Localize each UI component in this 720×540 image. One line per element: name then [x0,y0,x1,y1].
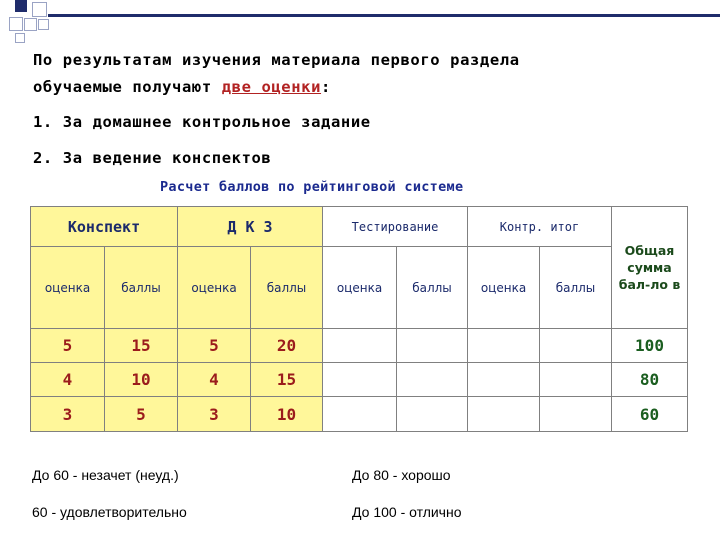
table-row [31,397,688,432]
cell-empty [323,329,397,363]
cell-empty [323,397,397,432]
intro-text [33,47,520,101]
table-group-header-row [31,207,688,247]
cell-dkz-grade: 5 [178,329,251,363]
cell-empty [540,363,612,397]
cell-notes-grade: 5 [31,329,105,363]
cell-total: 100 [612,329,688,363]
legend-fail: До 60 - незачет (неуд.) [32,467,179,483]
table-row [31,363,688,397]
cell-notes-grade: 4 [31,363,105,397]
list-item-homework: 1. За домашнее контрольное задание [33,113,371,131]
cell-empty [468,329,540,363]
decor-square [15,33,25,43]
cell-empty [540,329,612,363]
table-caption: Расчет баллов по рейтинговой системе [160,179,464,195]
cell-notes-points: 15 [105,329,178,363]
cell-empty [397,329,468,363]
cell-dkz-grade: 4 [178,363,251,397]
cell-empty [397,363,468,397]
intro-line-2 [33,74,520,101]
subheader-points: баллы [251,247,323,329]
cell-dkz-points: 10 [251,397,323,432]
cell-notes-points: 10 [105,363,178,397]
group-header-control: Контр. итог [468,207,612,247]
cell-notes-grade: 3 [31,397,105,432]
decor-square [32,2,47,17]
cell-empty [468,363,540,397]
cell-dkz-points: 15 [251,363,323,397]
table-row [31,329,688,363]
subheader-points: баллы [540,247,612,329]
subheader-grade: оценка [468,247,540,329]
cell-dkz-points: 20 [251,329,323,363]
total-sum-header: Общая сумма бал-ло в [612,207,688,329]
decor-square [24,18,37,31]
highlight-two-grades: две оценки [221,78,322,96]
table-subheader-row [31,247,688,329]
subheader-grade: оценка [31,247,105,329]
decor-square [15,0,27,12]
cell-notes-points: 5 [105,397,178,432]
intro-line-1: По результатам изучения материала первого раздела [33,51,520,69]
cell-empty [397,397,468,432]
cell-total: 80 [612,363,688,397]
decor-square [9,17,23,31]
group-header-dkz: Д К З [178,207,323,247]
cell-empty [540,397,612,432]
rating-table [30,206,688,432]
group-header-notes: Конспект [31,207,178,247]
cell-empty [468,397,540,432]
intro-line-2-end: : [321,78,331,96]
subheader-grade: оценка [323,247,397,329]
list-item-notes: 2. За ведение конспектов [33,149,272,167]
subheader-grade: оценка [178,247,251,329]
group-header-testing: Тестирование [323,207,468,247]
header-rule [48,14,720,17]
cell-total: 60 [612,397,688,432]
cell-dkz-grade: 3 [178,397,251,432]
subheader-points: баллы [397,247,468,329]
decor-square [38,19,49,30]
subheader-points: баллы [105,247,178,329]
legend-good: До 80 - хорошо [352,467,451,483]
legend-satisfactory: 60 - удовлетворительно [32,504,187,520]
intro-line-2-start: обучаемые получают [33,78,222,96]
cell-empty [323,363,397,397]
legend-excellent: До 100 - отлично [352,504,462,520]
